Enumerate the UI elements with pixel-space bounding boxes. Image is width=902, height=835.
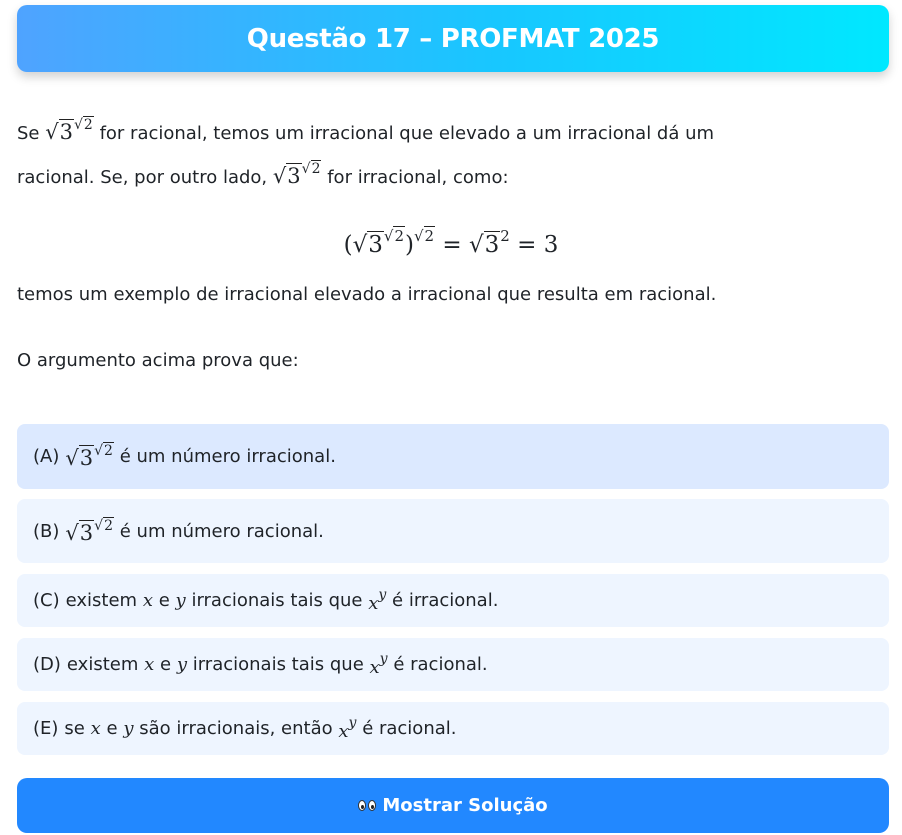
math-sqrt3-pow-sqrt2: $√3^{√2}$ (65, 443, 113, 470)
question-paragraph-2: racional. Se, por outro lado, $√3^{√2}$ for irracional, como: (17, 161, 509, 188)
math-x-pow-y: $x^y$ (338, 715, 357, 742)
show-solution-button[interactable]: Mostrar Solução (17, 778, 889, 833)
math-x-pow-y: $x^y$ (368, 587, 387, 614)
question-prompt: O argumento acima prova que: (17, 350, 299, 371)
option-b[interactable]: (B) $√3^{√2}$ é um número racional. (17, 499, 889, 563)
option-c[interactable]: (C) existem x e y irracionais tais que $x^y$ é irracional. (17, 574, 889, 627)
option-d[interactable]: (D) existem x e y irracionais tais que $x^y$ é racional. (17, 638, 889, 691)
math-sqrt3-pow-sqrt2: $√3^{√2}$ (45, 117, 93, 144)
question-paragraph-1: Se $√3^{√2}$ for racional, temos um irracional que elevado a um irracional dá um (17, 117, 715, 144)
question-header (17, 5, 889, 72)
eyes-icon (358, 800, 376, 811)
question-paragraph-3: temos um exemplo de irracional elevado a irracional que resulta em racional. (17, 284, 717, 305)
option-a[interactable]: (A) $√3^{√2}$ é um número irracional. (17, 424, 889, 489)
math-x-pow-y: $x^y$ (369, 651, 388, 678)
math-sqrt3-pow-sqrt2: $√3^{√2}$ (65, 517, 114, 545)
option-e[interactable]: (E) se x e y são irracionais, então $x^y$ é racional. (17, 702, 889, 755)
page-title: Questão 17 – PROFMAT 2025 (246, 23, 660, 54)
equation: $(√3^{√2})^{√2} = √3^2 = 3$ (343, 227, 559, 258)
math-sqrt3-pow-sqrt2: $√3^{√2}$ (272, 161, 321, 188)
